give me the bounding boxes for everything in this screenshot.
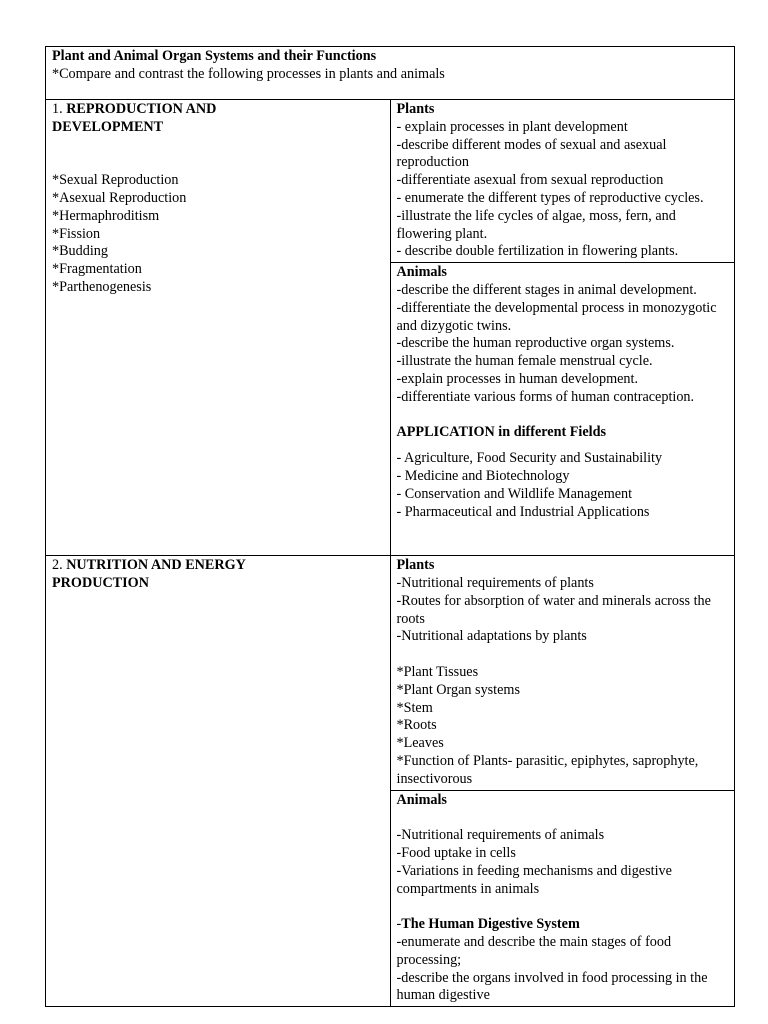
list-item: - Medicine and Biotechnology <box>396 467 570 484</box>
list-item: -Food uptake in cells <box>396 844 516 861</box>
header-row <box>46 47 735 100</box>
topic-item: *Parthenogenesis <box>52 278 152 295</box>
section1-title-line1: REPRODUCTION AND <box>66 101 217 117</box>
list-item: - describe double fertilization in flowering plants. <box>396 243 679 260</box>
list-item: - Agriculture, Food Security and Sustainability <box>396 450 663 467</box>
list-item: -explain processes in human development. <box>396 370 639 387</box>
list-item: -Nutritional requirements of animals <box>396 827 605 844</box>
spacer <box>397 809 729 827</box>
section1-row-plants <box>46 100 735 263</box>
header-cell <box>46 47 735 100</box>
section2-animals-cell <box>390 790 735 1007</box>
section1-animals-cell <box>390 263 735 556</box>
spacer <box>52 137 384 155</box>
list-item: -describe the different stages in animal development. <box>396 281 697 298</box>
section1-title <box>52 101 384 119</box>
topic-item: *Fragmentation <box>52 261 142 278</box>
document-title: Plant and Animal Organ Systems and their Functions <box>52 48 377 64</box>
topic-item: *Function of Plants- parasitic, epiphytes, saprophyte, insectivorous <box>396 752 699 787</box>
list-item: - Conservation and Wildlife Management <box>396 485 633 502</box>
section2-title-line2: PRODUCTION <box>52 574 149 591</box>
plants-heading: Plants <box>396 557 435 574</box>
application-heading: APPLICATION in different Fields <box>396 424 607 441</box>
document-page <box>45 46 735 1007</box>
animals-heading: Animals <box>396 264 447 281</box>
plants-heading: Plants <box>396 101 435 117</box>
section2-title-cell <box>46 556 391 1007</box>
list-item: -differentiate asexual from sexual reproduction <box>396 172 664 189</box>
section1-number: 1. <box>52 101 63 117</box>
list-item: -illustrate the human female menstrual cycle. <box>396 353 653 370</box>
list-item: -Nutritional requirements of plants <box>396 574 594 591</box>
digestive-prefix: - <box>396 916 402 933</box>
list-item: -differentiate various forms of human contraception. <box>396 388 695 405</box>
list-item: - enumerate the different types of reproductive cycles. <box>396 189 704 206</box>
section1-title-line2: DEVELOPMENT <box>52 118 164 135</box>
section2-row-plants <box>46 556 735 790</box>
section1-title-cell <box>46 100 391 556</box>
list-item: -describe the organs involved in food processing in the human digestive <box>396 969 708 1004</box>
list-item: -Variations in feeding mechanisms and digestive compartments in animals <box>396 862 672 897</box>
topic-item: *Leaves <box>396 735 444 752</box>
topic-item: *Roots <box>396 717 437 734</box>
document-subtitle: *Compare and contrast the following processes in plants and animals <box>52 65 445 82</box>
section2-plants-cell <box>390 556 735 790</box>
list-item: -Routes for absorption of water and minerals across the roots <box>396 592 711 627</box>
section2-number: 2. <box>52 557 63 574</box>
digestive-heading: The Human Digestive System <box>401 916 580 933</box>
topic-item: *Budding <box>52 243 108 260</box>
digestive-heading-line <box>397 916 729 934</box>
section1-plants-cell <box>390 100 735 263</box>
list-item: -illustrate the life cycles of algae, moss, fern, and flowering plant. <box>396 207 676 242</box>
list-item: -describe the human reproductive organ systems. <box>396 335 675 352</box>
list-item: -Nutritional adaptations by plants <box>396 628 587 645</box>
spacer <box>52 154 384 172</box>
spacer <box>397 898 729 916</box>
spacer <box>397 442 729 450</box>
topic-item: *Sexual Reproduction <box>52 172 179 189</box>
topic-item: *Fission <box>52 225 101 242</box>
list-item: - explain processes in plant development <box>396 118 628 135</box>
spacer <box>397 407 729 425</box>
topic-item: *Asexual Reproduction <box>52 189 187 206</box>
list-item: - Pharmaceutical and Industrial Applications <box>396 503 650 520</box>
list-item: -enumerate and describe the main stages of food processing; <box>396 933 672 968</box>
animals-heading: Animals <box>396 791 447 808</box>
list-item: -describe different modes of sexual and asexual reproduction <box>396 136 667 171</box>
section2-title <box>52 557 384 575</box>
topic-item: *Plant Organ systems <box>396 681 520 698</box>
spacer <box>397 646 729 664</box>
list-item: -differentiate the developmental process in monozygotic and dizygotic twins. <box>396 299 717 334</box>
organ-systems-table <box>45 46 735 1007</box>
topic-item: *Stem <box>396 699 433 716</box>
topic-item: *Hermaphroditism <box>52 207 160 224</box>
topic-item: *Plant Tissues <box>396 663 479 680</box>
section2-title-line1: NUTRITION AND ENERGY <box>66 557 246 574</box>
